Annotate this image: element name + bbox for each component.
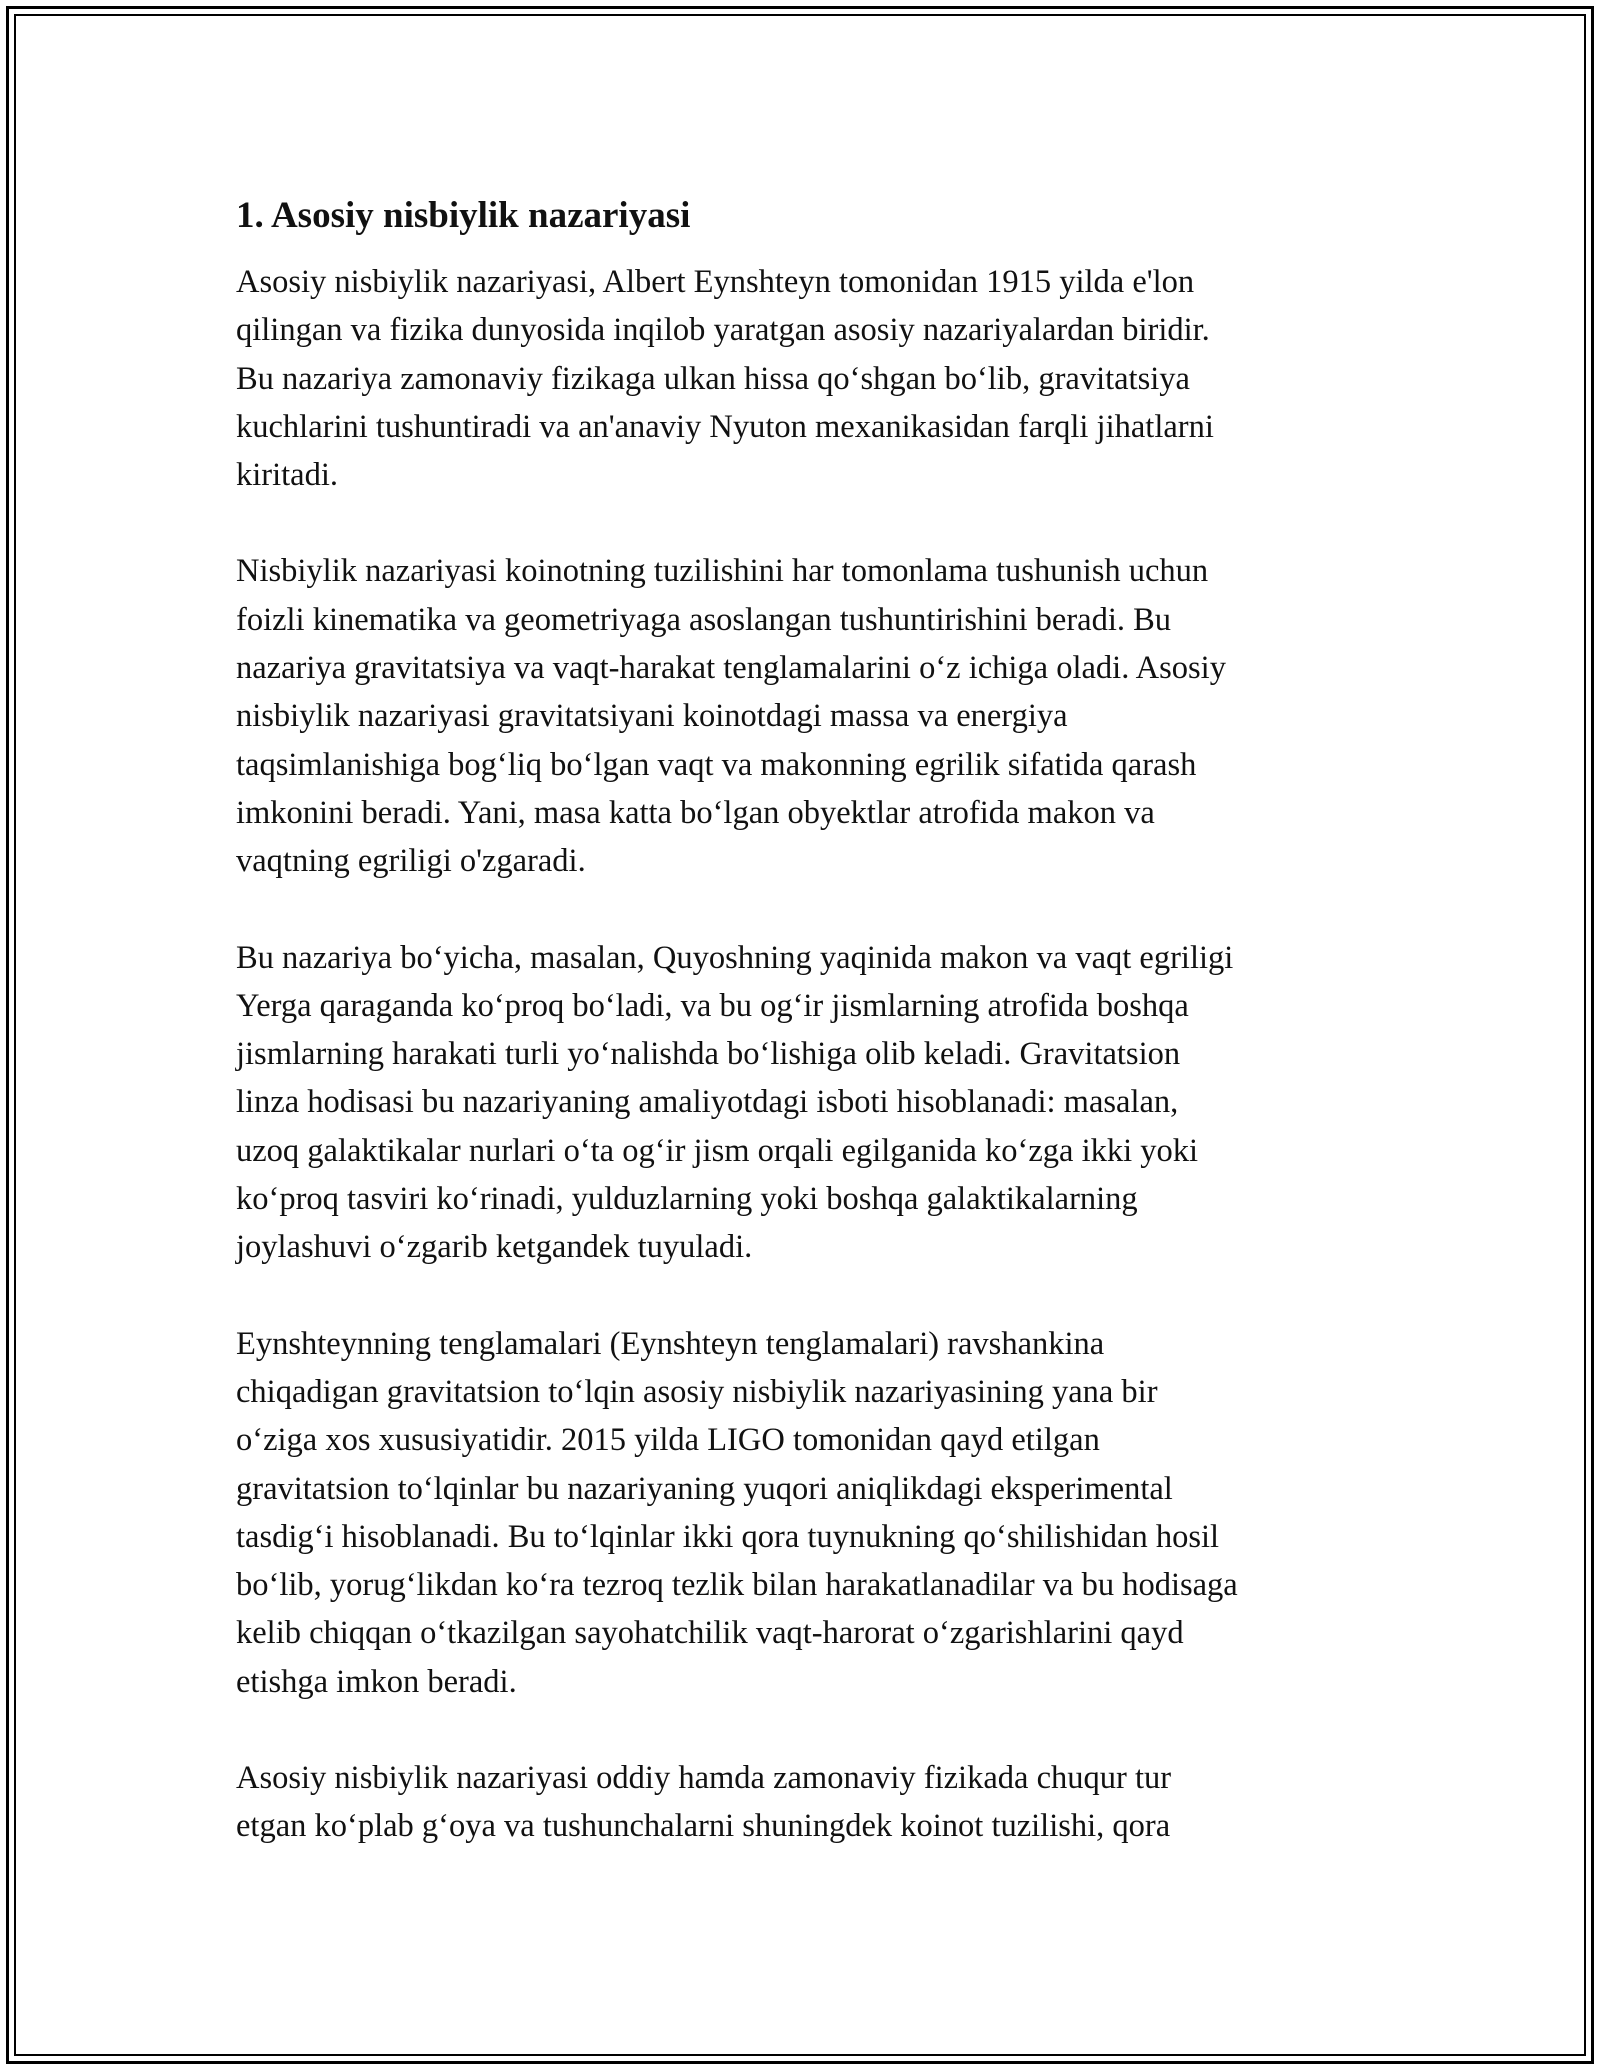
paragraph-3: Bu nazariya bo‘yicha, masalan, Quyoshning yaqinida makon va vaqt egriligi Yerga qaraganda ko‘proq bo‘ladi, va bu og‘ir jismlarning atrofida boshqa jismlarning harakati turli yo‘nalishda bo‘lishiga olib keladi. Gravitatsion linza hodisasi bu nazariyaning amaliyotdagi isboti hisoblanadi: masalan, uzoq galaktikalar nurlari o‘ta og‘ir jism orqali egilganida ko‘zga ikki yoki ko‘proq tasviri ko‘rinadi, yulduzlarning yoki boshqa galaktikalarning joylashuvi o‘zgarib ketgandek tuyuladi. [236,939,1234,1266]
paragraph-4: Eynshteynning tenglamalari (Eynshteyn tenglamalari) ravshankina chiqadigan gravitatsion to‘lqin asosiy nisbiylik nazariyasining yana bir o‘ziga xos xususiyatidir. 2015 yilda LIGO tomonidan qayd etilgan gravitatsion to‘lqinlar bu nazariyaning yuqori aniqlikdagi eksperimental tasdig‘i hisoblanadi. Bu to‘lqinlar ikki qora tuynukning qo‘shilishidan hosil bo‘lib, yorug‘likdan ko‘ra tezroq tezlik bilan harakatlanadilar va bu hodisaga kelib chiqqan o‘tkazilgan sayohatchilik vaqt-harorat o‘zgarishlarini qayd etishga imkon beradi. [236,1325,1238,1700]
document-body [236,190,1386,1899]
section-heading: 1. Asosiy nisbiylik nazariyasi [236,195,691,236]
paragraph-1: Asosiy nisbiylik nazariyasi, Albert Eynshteyn tomonidan 1915 yilda e'lon qilingan va fizika dunyosida inqilob yaratgan asosiy nazariyalardan biridir. Bu nazariya zamonaviy fizikaga ulkan hissa qo‘shgan bo‘lib, gravitatsiya kuchlarini tushuntiradi va an'anaviy Nyuton mexanikasidan farqli jihatlarni kiritadi. [236,264,1214,494]
paragraph-2: Nisbiylik nazariyasi koinotning tuzilishini har tomonlama tushunish uchun foizli kinematika va geometriyaga asoslangan tushuntirishini beradi. Bu nazariya gravitatsiya va vaqt-harakat tenglamalarini o‘z ichiga oladi. Asosiy nisbiylik nazariyasi gravitatsiyani koinotdagi massa va energiya taqsimlanishiga bog‘liq bo‘lgan vaqt va makonning egrilik sifatida qarash imkonini beradi. Yani, masa katta bo‘lgan obyektlar atrofida makon va vaqtning egriligi o'zgaradi. [236,553,1226,880]
paragraph-5: Asosiy nisbiylik nazariyasi oddiy hamda zamonaviy fizikada chuqur tur etgan ko‘plab g‘oya va tushunchalarni shuningdek koinot tuzilishi, qora [236,1760,1172,1845]
